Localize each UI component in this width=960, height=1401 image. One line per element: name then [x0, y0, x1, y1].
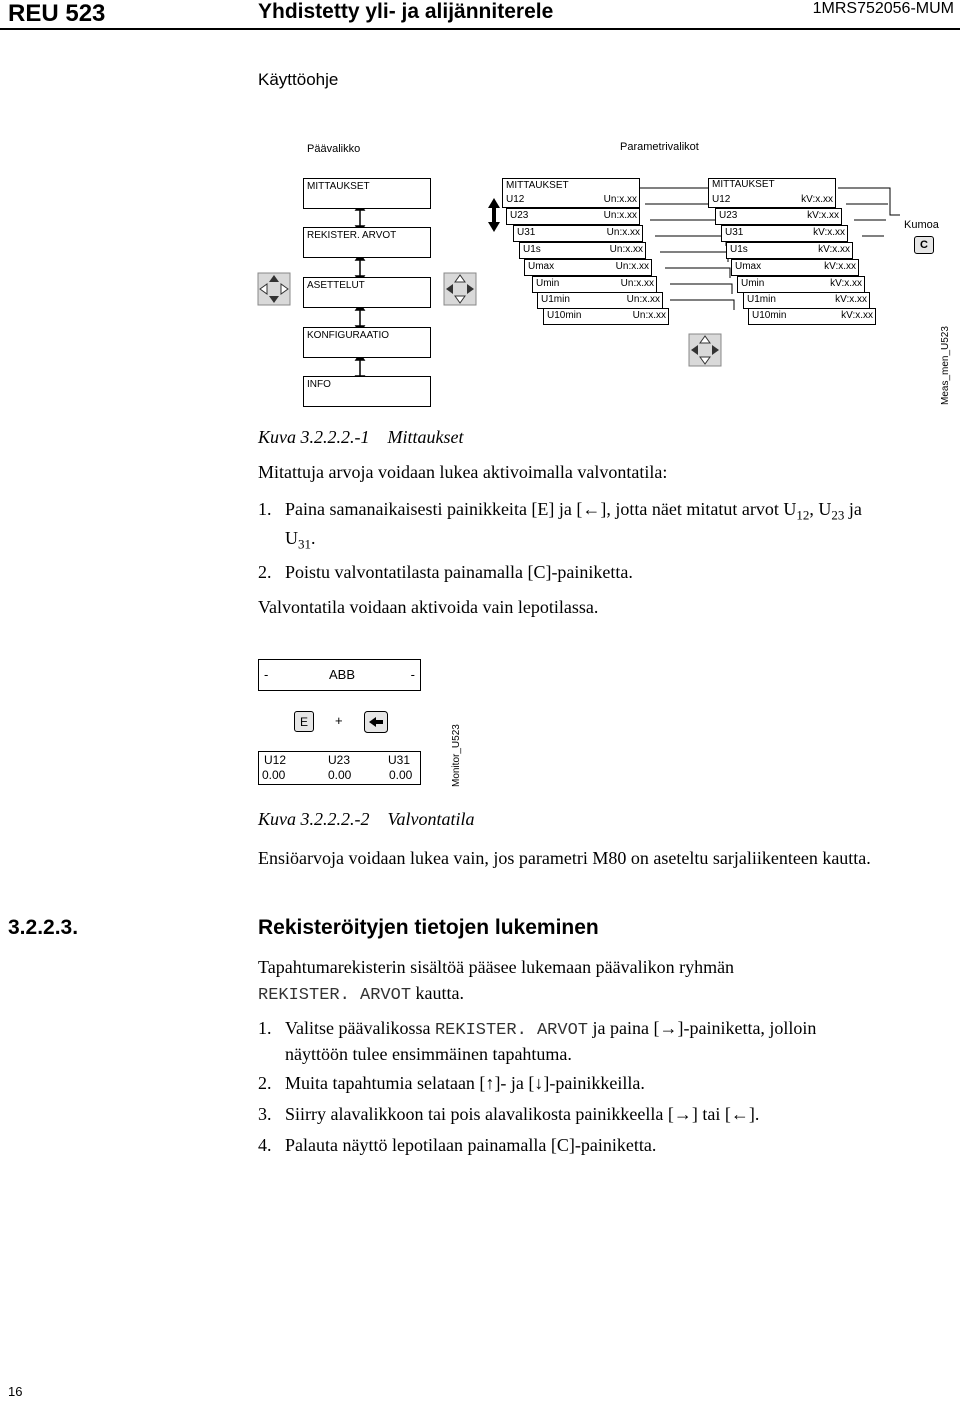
subscript: 31	[298, 536, 311, 552]
section-title: Rekisteröityjen tietojen lukeminen	[258, 916, 599, 939]
text-part: ]-painiketta, jolloin	[677, 1018, 817, 1038]
code-text: REKISTER. ARVOT	[258, 986, 412, 1005]
kumoa-label: Kumoa	[904, 219, 939, 231]
step-text-part: Paina samanaikaisesti painikkeita [E] ja [	[285, 499, 583, 519]
stack-row[interactable]	[737, 276, 865, 293]
step-number: 3.	[258, 1104, 272, 1124]
step-number: 2.	[258, 562, 272, 582]
menu-item-label: KONFIGURAATIO	[307, 330, 390, 341]
menu-item-label: ASETTELUT	[307, 280, 365, 291]
stack-row-value: kV:x.xx	[830, 278, 862, 289]
right-arrow-icon: →	[659, 1018, 678, 1038]
section-intro: Tapahtumarekisterin sisältöä pääsee lukemaan päävalikon ryhmän	[258, 957, 735, 977]
code-text: REKISTER. ARVOT	[434, 1021, 588, 1040]
stack-row-value: Un:x.xx	[615, 261, 649, 272]
figure-id-label: Meas_men_U523	[940, 326, 951, 405]
left-arrow-icon: ←	[582, 499, 601, 519]
left-arrow-icon: ←	[730, 1104, 749, 1124]
stack-title: MITTAUKSET	[712, 179, 775, 190]
figure-caption	[258, 809, 475, 830]
stack-row-value: Un:x.xx	[626, 294, 660, 305]
step-text-part: , U	[809, 499, 832, 519]
stack-row-value: kV:x.xx	[818, 244, 850, 255]
stack-row-label: U1s	[730, 244, 748, 255]
param-menu-heading: Parametrivalikot	[620, 141, 699, 153]
menu-item-asettelut[interactable]	[303, 277, 431, 308]
stack-row-label: U23	[719, 210, 738, 221]
step-text-continued: näyttöön tulee ensimmäinen tapahtuma.	[285, 1044, 572, 1064]
menu-item-label: MITTAUKSET	[307, 181, 370, 192]
text-part: ] tai [	[691, 1104, 731, 1124]
stack-row[interactable]	[524, 259, 652, 276]
stack-row-label: Umax	[528, 261, 555, 272]
stack-row-label: Umax	[735, 261, 762, 272]
meas-value: 0.00	[328, 768, 352, 782]
intro-paragraph: Mitattuja arvoja voidaan lukea aktivoimalla valvontatila:	[258, 462, 668, 482]
stack-row[interactable]	[506, 208, 640, 225]
stack-row-label: U1min	[747, 294, 776, 305]
caption-text: Mittaukset	[387, 427, 464, 447]
stack-row-value: kV:x.xx	[824, 261, 856, 272]
stack-title: MITTAUKSET	[506, 180, 569, 191]
text-part: ].	[748, 1104, 760, 1124]
step-text	[285, 1073, 645, 1094]
document-subtitle: Käyttöohje	[258, 70, 339, 89]
stack-row-label: U31	[725, 227, 744, 238]
nav-pad-icon[interactable]	[688, 333, 722, 367]
menu-item-label: REKISTER. ARVOT	[307, 230, 397, 241]
stack-row-value: kV:x.xx	[841, 310, 873, 321]
text-part: ]-painikkeilla.	[543, 1073, 645, 1093]
menu-item-label: INFO	[307, 379, 331, 390]
stack-row[interactable]	[715, 208, 842, 225]
text-part: Valitse päävalikossa	[285, 1018, 435, 1038]
stack-header	[502, 178, 640, 208]
page-number: 16	[8, 1384, 23, 1399]
stack-row[interactable]	[543, 308, 669, 325]
subscript: 12	[796, 507, 810, 523]
stack-header	[708, 178, 836, 208]
step-text-part: ], jotta näet mitatut arvot U	[600, 499, 797, 519]
meas-label: U31	[388, 753, 411, 767]
stack-row-label: Umin	[536, 278, 560, 289]
stack-row-label: U10min	[547, 310, 582, 321]
step-text-part: U	[285, 528, 298, 548]
step-number: 1.	[258, 499, 272, 519]
stack-row-value: Un:x.xx	[606, 227, 640, 238]
stack-row[interactable]	[537, 292, 663, 309]
stack-row-value: kV:x.xx	[807, 210, 839, 221]
stack-row[interactable]	[513, 225, 643, 242]
note-paragraph: Valvontatila voidaan aktivoida vain lepotilassa.	[258, 597, 599, 617]
step-text-part: .	[311, 528, 316, 548]
text-part: kautta.	[411, 983, 465, 1003]
right-arrow-icon: →	[673, 1104, 692, 1124]
stack-row-value: kV:x.xx	[835, 294, 867, 305]
c-key-button[interactable]: C	[914, 236, 934, 254]
stack-row-label: U1min	[541, 294, 570, 305]
down-arrow-icon: ↓	[534, 1073, 544, 1093]
stack-row-label: U1s	[523, 244, 541, 255]
menu-item-rekister-arvot[interactable]	[303, 227, 431, 258]
primary-values-paragraph: Ensiöarvoja voidaan lukea vain, jos parametri M80 on aseteltu sarjaliikenteen kautta.	[258, 848, 871, 868]
menu-item-mittaukset[interactable]	[303, 178, 431, 209]
stack-row-value: Un:x.xx	[603, 210, 637, 221]
step-number: 2.	[258, 1073, 272, 1093]
step-text	[285, 499, 862, 524]
section-intro-continued	[258, 983, 464, 1005]
stack-row[interactable]	[532, 276, 657, 293]
main-menu-heading: Päävalikko	[307, 143, 361, 155]
step-text	[285, 1018, 816, 1040]
menu-item-info[interactable]	[303, 376, 431, 407]
stack-row-label: Umin	[741, 278, 765, 289]
display-dash: -	[264, 667, 269, 682]
stack-row[interactable]	[743, 292, 870, 309]
up-arrow-icon: ↑	[485, 1073, 495, 1093]
meas-label: U12	[264, 753, 287, 767]
stack-row[interactable]	[731, 259, 859, 276]
left-arrow-key-icon[interactable]	[364, 711, 388, 733]
caption-number: Kuva 3.2.2.2.-2	[258, 809, 370, 829]
stack-row-label: U10min	[752, 310, 787, 321]
display-dash: -	[410, 667, 415, 682]
figure-caption	[258, 427, 463, 448]
text-part: Siirry alavalikkoon tai pois alavalikosta painikkeella [	[285, 1104, 674, 1124]
text-part: ]- ja [	[494, 1073, 535, 1093]
step-number: 4.	[258, 1135, 272, 1155]
stack-row-value: kV:x.xx	[813, 227, 845, 238]
stack-row-label: U31	[517, 227, 536, 238]
stack-row[interactable]	[726, 242, 853, 259]
stack-row[interactable]	[519, 242, 646, 259]
step-number: 1.	[258, 1018, 272, 1038]
step-text: Poistu valvontatilasta painamalla [C]-painiketta.	[285, 562, 633, 582]
subscript: 23	[831, 507, 845, 523]
meas-value: 0.00	[262, 768, 286, 782]
step-text: Palauta näyttö lepotilaan painamalla [C]-painiketta.	[285, 1135, 657, 1155]
text-part: Muita tapahtumia selataan [	[285, 1073, 486, 1093]
meas-value: 0.00	[389, 768, 413, 782]
plus-sign: +	[335, 713, 343, 728]
stack-row-value: Un:x.xx	[632, 310, 666, 321]
text-part: ja paina [	[588, 1018, 660, 1038]
document-title: Yhdistetty yli- ja alijänniterele	[258, 0, 554, 23]
stack-row-value: Un:x.xx	[603, 194, 637, 205]
figure-id-label: Monitor_U523	[451, 724, 462, 787]
step-text-part: ja	[844, 499, 862, 519]
measurement-display	[258, 751, 421, 785]
caption-text: Valvontatila	[387, 809, 475, 829]
stack-row-label: U23	[510, 210, 529, 221]
caption-number: Kuva 3.2.2.2.-1	[258, 427, 370, 447]
stack-row-value: Un:x.xx	[609, 244, 643, 255]
meas-label: U23	[328, 753, 351, 767]
stack-row[interactable]	[721, 225, 848, 242]
lcd-display	[258, 659, 421, 691]
stack-row-label: U12	[506, 194, 525, 205]
product-name: REU 523	[8, 0, 106, 27]
stack-row-value: kV:x.xx	[801, 194, 833, 205]
e-key-button[interactable]: E	[294, 711, 314, 732]
stack-row[interactable]	[748, 308, 876, 325]
nav-pad-icon[interactable]	[257, 272, 291, 306]
step-text-continued	[285, 528, 316, 553]
menu-item-konfiguraatio[interactable]	[303, 327, 431, 358]
display-text: ABB	[329, 667, 356, 682]
stack-row-value: Un:x.xx	[620, 278, 654, 289]
step-text	[285, 1104, 759, 1125]
nav-pad-icon[interactable]	[443, 272, 477, 306]
stack-row-label: U12	[712, 194, 731, 205]
section-number: 3.2.2.3.	[8, 916, 79, 939]
document-code: 1MRS752056-MUM	[812, 0, 954, 17]
header-rule	[0, 28, 960, 30]
